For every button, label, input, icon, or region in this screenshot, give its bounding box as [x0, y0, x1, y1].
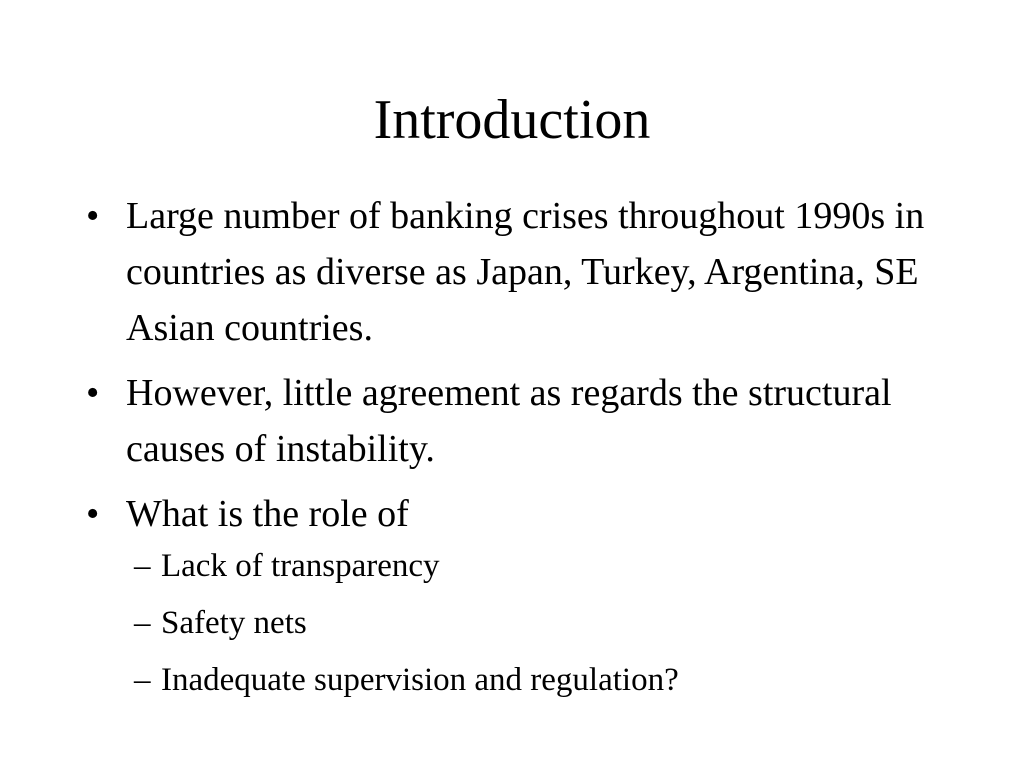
sub-bullet-safety-nets [134, 603, 946, 643]
sub-bullet-list [134, 546, 946, 700]
bullet-item-structural-causes [86, 365, 946, 477]
sub-bullet-text: Inadequate supervision and regulation? [161, 662, 679, 698]
bullet-marker: • [86, 195, 100, 237]
bullet-text: However, little agreement as regards the structural causes of instability. [126, 372, 892, 470]
bullet-marker: • [86, 372, 100, 414]
sub-bullet-text: Lack of transparency [161, 548, 440, 584]
slide-title: Introduction [373, 89, 651, 151]
bullet-item-banking-crises [86, 188, 946, 356]
bullet-text: What is the role of [126, 493, 409, 535]
sub-bullet-text: Safety nets [161, 605, 307, 641]
bullet-marker: • [86, 493, 100, 535]
sub-bullet-marker: – [134, 548, 151, 584]
sub-bullet-inadequate-supervision [134, 660, 946, 700]
bullet-text: Large number of banking crises throughout 1990s in countries as diverse as Japan, Turkey, Argentina, SE Asian countries. [126, 195, 925, 349]
sub-bullet-marker: – [134, 605, 151, 641]
sub-bullet-lack-of-transparency [134, 546, 946, 586]
bullet-list [86, 188, 946, 717]
sub-bullet-marker: – [134, 662, 151, 698]
bullet-item-role-of [86, 486, 946, 700]
